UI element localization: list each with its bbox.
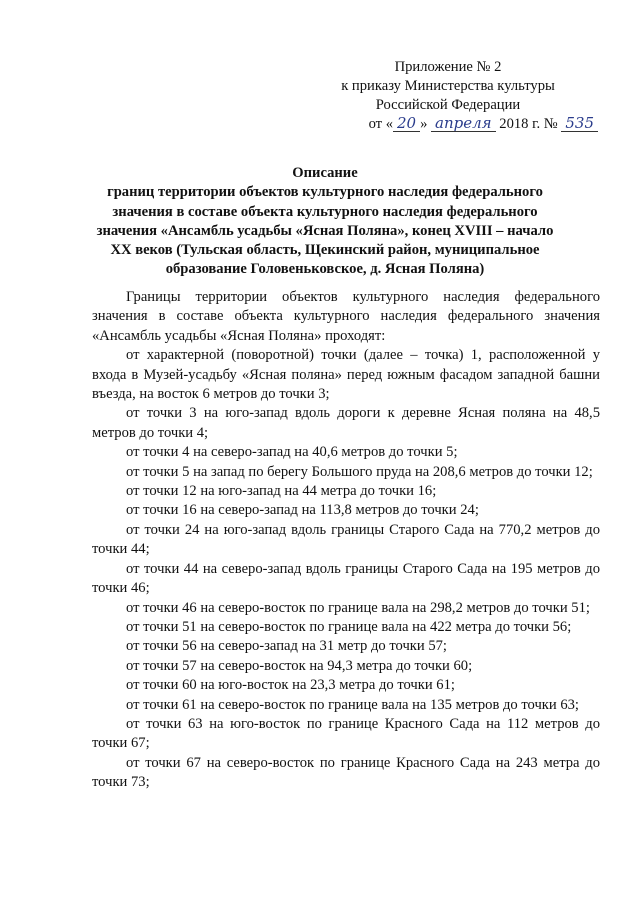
order-year: 2018 г.	[499, 116, 541, 132]
title-line: границ территории объектов культурного наследия федерального	[107, 184, 543, 201]
date-quote-close: »	[420, 116, 428, 132]
federation-name: Российской Федерации	[375, 97, 521, 113]
boundary-item: от точки 51 на северо-восток по границе вала на 422 метра до точки 56;	[126, 618, 572, 635]
number-prefix: №	[543, 116, 558, 132]
boundary-item: от точки 12 на юго-запад на 44 метра до точки 16;	[126, 483, 437, 500]
boundary-item: от точки 3 на юго-запад вдоль дороги к деревне Ясная поляна на 48,5 метров до точки 4;	[92, 405, 600, 441]
boundary-item: от точки 60 на юго-восток на 23,3 метра до точки 61;	[126, 677, 455, 694]
boundary-item: от точки 67 на северо-восток по границе Красного Сада на 243 метра до точки 73;	[92, 754, 600, 791]
boundary-item: от точки 61 на северо-восток по границе вала на 135 метров до точки 63;	[126, 696, 579, 713]
boundary-item: от точки 46 на северо-восток по границе вала на 298,2 метров до точки 51;	[126, 599, 590, 616]
intro-paragraph: Границы территории объектов культурного наследия федерального значения в составе объекта культурного наследия федерального значения «Ансамбль усадьбы «Ясная Поляна» проходят:	[92, 289, 600, 344]
appendix-number: Приложение № 2	[394, 59, 502, 75]
handwritten-month: апреля	[431, 115, 496, 132]
title-line: XX веков (Тульская область, Щекинский район, муниципальное	[110, 242, 540, 259]
boundary-item: от точки 16 на северо-запад на 113,8 метров до точки 24;	[126, 502, 479, 519]
boundary-item: от точки 56 на северо-запад на 31 метр до точки 57;	[126, 638, 447, 655]
boundary-item: от точки 63 на юго-восток по границе Красного Сада на 112 метров до точки 67;	[92, 715, 600, 752]
boundary-item: от точки 57 на северо-восток на 94,3 метра до точки 60;	[126, 657, 473, 674]
title-line: значения «Ансамбль усадьбы «Ясная Поляна», конец XVIII – начало	[96, 222, 554, 239]
boundary-item: от точки 24 на юго-запад вдоль границы Старого Сада на 770,2 метров до точки 44;	[92, 521, 600, 558]
boundary-item: от точки 5 на запад по берегу Большого пруда на 208,6 метров до точки 12;	[126, 463, 593, 480]
handwritten-day: 20	[393, 115, 420, 132]
appendix-header	[298, 58, 598, 134]
boundary-item: от точки 44 на северо-запад вдоль границы Старого Сада на 195 метров до точки 46;	[92, 560, 600, 597]
document-title	[85, 164, 565, 280]
date-prefix: от «	[368, 116, 393, 132]
boundary-item: от точки 4 на северо-запад на 40,6 метров до точки 5;	[126, 444, 458, 461]
title-line: Описание	[292, 165, 358, 181]
document-body	[92, 288, 600, 793]
title-line: образование Головеньковское, д. Ясная Поляна)	[165, 261, 485, 278]
order-reference: к приказу Министерства культуры	[341, 78, 555, 94]
handwritten-order-number: 535	[561, 115, 598, 132]
order-date-line	[298, 115, 598, 134]
title-line: значения в составе объекта культурного наследия федерального	[112, 203, 538, 220]
boundary-item: от характерной (поворотной) точки (далее – точка) 1, расположенной у входа в Музей-усадьбу «Ясная поляна» перед южным фасадом западной башни въезда, на восток 6 метров до точки 3;	[92, 347, 600, 403]
